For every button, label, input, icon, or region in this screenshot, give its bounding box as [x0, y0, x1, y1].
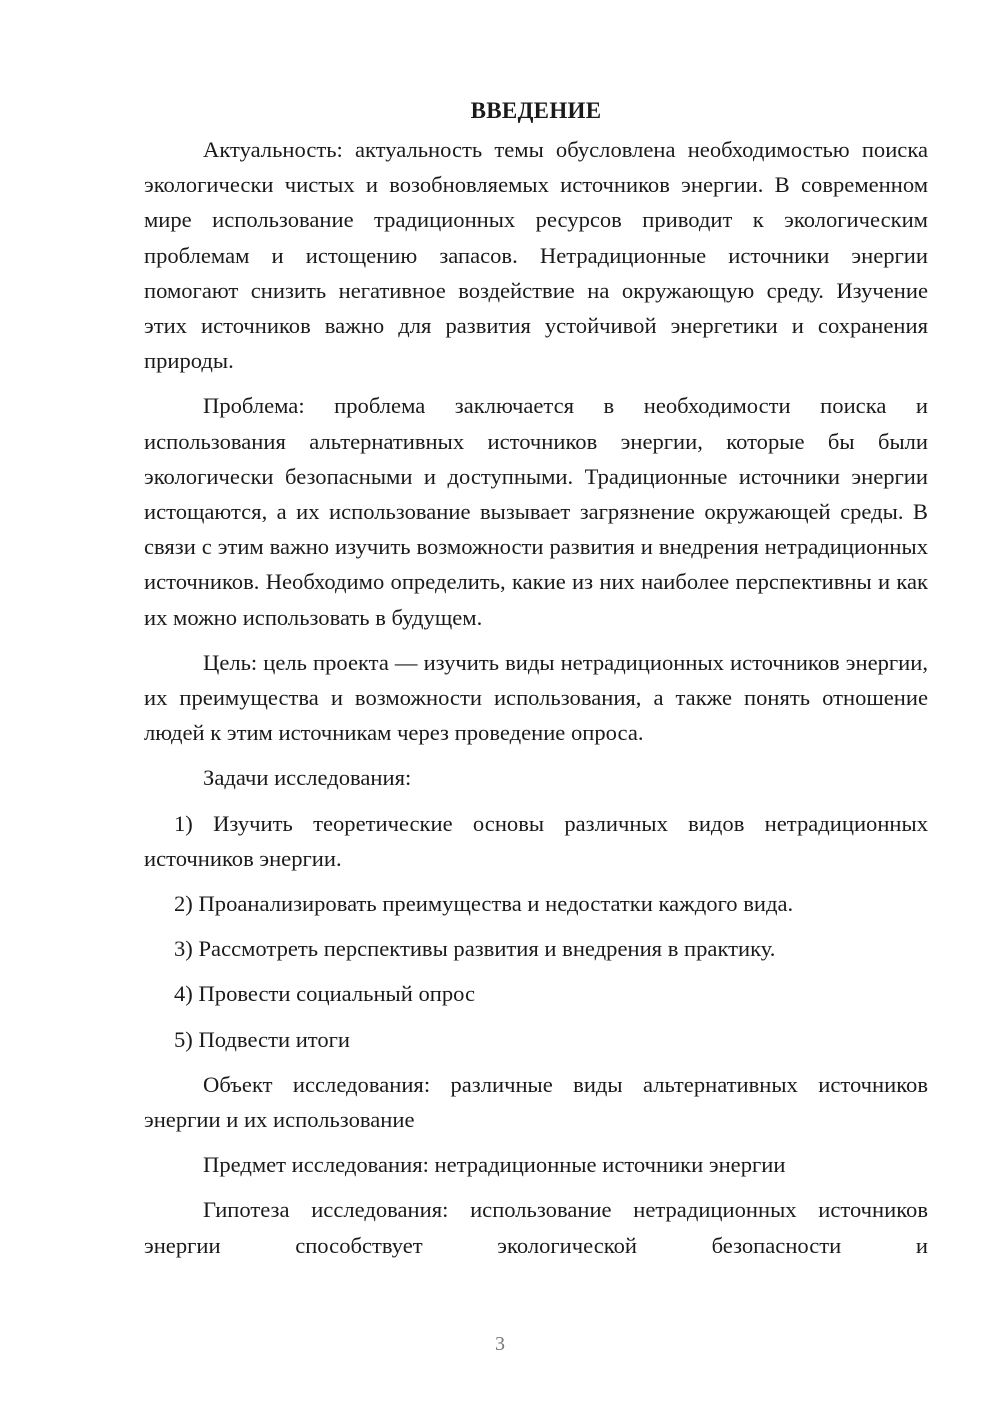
- section-title: ВВЕДЕНИЕ: [470, 98, 602, 123]
- task-item-2: 2) Проанализировать преимущества и недостатки каждого вида.: [174, 891, 794, 917]
- page-number: 3: [495, 1333, 505, 1355]
- task-item-5: 5) Подвести итоги: [174, 1026, 351, 1052]
- hypothesis-paragraph: Гипотеза исследования: использование нетрадиционных источников энергии способствует экологической безопасности и: [144, 1197, 928, 1258]
- problem-paragraph: Проблема: проблема заключается в необходимости поиска и использования альтернативных источников энергии, которые бы были экологически безопасными и доступными. Традиционные источники энергии истощаются, а их использование вызывает загрязнение окружающей среды. В связи с этим важно изучить возможности развития и внедрения нетрадиционных источников. Необходимо определить, какие из них наиболее перспективны и как их можно использовать в будущем.: [144, 393, 928, 630]
- document-page: [144, 92, 928, 1263]
- relevance-paragraph: Актуальность: актуальность темы обусловлена необходимостью поиска экологически чистых и возобновляемых источников энергии. В современном мире использование традиционных ресурсов приводит к экологическим проблемам и истощению запасов. Нетрадиционные источники энергии помогают снизить негативное воздействие на окружающую среду. Изучение этих источников важно для развития устойчивой энергетики и сохранения природы.: [144, 137, 928, 374]
- task-item-4: 4) Провести социальный опрос: [174, 981, 476, 1007]
- task-item-1: 1) Изучить теоретические основы различных видов нетрадиционных источников энергии.: [144, 810, 928, 871]
- object-paragraph: Объект исследования: различные виды альтернативных источников энергии и их использование: [144, 1071, 928, 1133]
- task-item-3: 3) Рассмотреть перспективы развития и внедрения в практику.: [174, 936, 776, 962]
- goal-paragraph: Цель: цель проекта — изучить виды нетрадиционных источников энергии, их преимущества и возможности использования, а также понять отношение людей к этим источникам через проведение опроса.: [144, 649, 928, 746]
- subject-paragraph: Предмет исследования: нетрадиционные источники энергии: [203, 1152, 786, 1178]
- tasks-heading: Задачи исследования:: [203, 765, 412, 791]
